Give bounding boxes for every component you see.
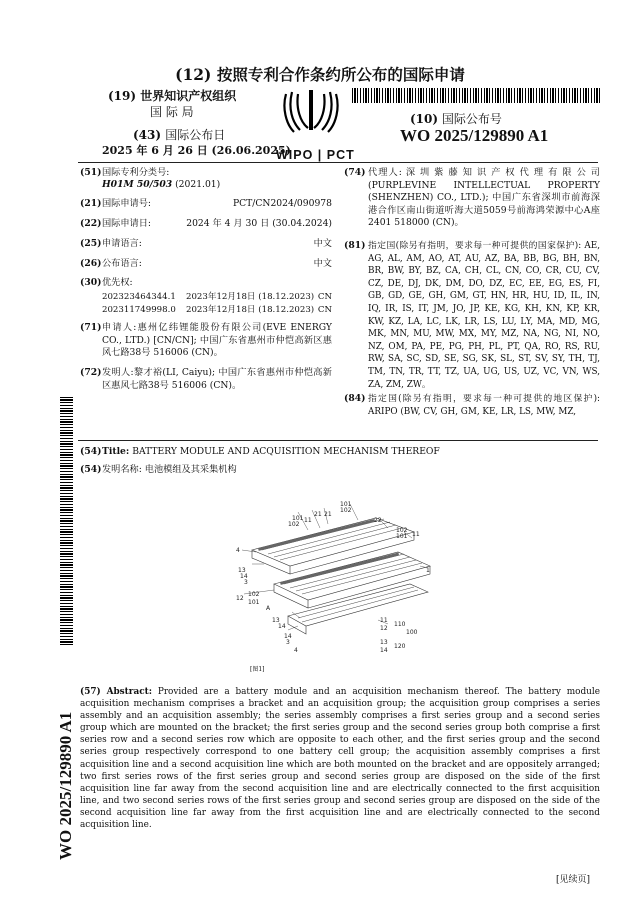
pubdate-label: (43) 国际公布日 (133, 128, 226, 142)
divider-top (78, 162, 598, 163)
svg-text:13: 13 (380, 639, 388, 646)
continued-note: [见续页] (556, 875, 591, 885)
publication-language-field: (26)公布语言: 中文 (80, 258, 332, 269)
priority-row: 202311749998.0 2023年12月18日 (18.12.2023) CN (102, 305, 332, 315)
applicant-field: (71) 申请人:惠州亿纬锂能股份有限公司(EVE ENERGY CO., LTD.) [CN/CN]; 中国广东省惠州市仲恺高新区惠风七路38号 516006 (CN)。 (80, 322, 332, 359)
barcode (352, 88, 600, 103)
svg-text:21: 21 (314, 511, 322, 518)
filing-language-field: (25)申请语言: 中文 (80, 238, 332, 249)
title-chinese: (54)发明名称: 电池模组及其采集机构 (80, 464, 237, 475)
svg-text:13: 13 (272, 617, 280, 624)
svg-text:12: 12 (380, 625, 388, 632)
inventor-field: (72) 发明人:黎才裕(LI, Caiyu); 中国广东省惠州市仲恺高新区惠风七路38号 516006 (CN)。 (80, 367, 332, 391)
pubno-label: (10) 国际公布号 (410, 112, 502, 126)
svg-text:4: 4 (294, 647, 298, 654)
svg-text:21: 21 (324, 511, 332, 518)
svg-text:101: 101 (292, 515, 304, 522)
abstract: (57) Abstract: Provided are a battery module and an acquisition mechanism thereof. The battery module acquisition mechanism comprises a bracket and an acquisition group; the acquisition group comprises a series assembly and an acquisition assembly; the series assembly comprises a first series group and a second series group which are mounted on the bracket; the first series group and the second series group both comprise a first series row and a second series row which are opposite to each other, and the first series group and the second series group respectively correspond to one battery cell group; the acquisition assembly comprises a first acquisition line and a second acquisition line which are both mounted on the bracket and are oppositely arranged; two first series rows of the first series group and second series group are disposed on the side of the first acquisition line far away from the second acquisition line and are electrically connected to the first acquisition line, and two second series rows of the first series group and second series group are disposed on the side of the second acquisition line far away from the first acquisition line and are electrically connected to the second acquisition line. (80, 687, 600, 831)
appdate-field: (22)国际申请日: 2024 年 4 月 30 日 (30.04.2024) (80, 218, 332, 229)
appno-field: (21)国际申请号: PCT/CN2024/090978 (80, 198, 332, 209)
side-barcode (60, 395, 73, 645)
svg-text:101: 101 (340, 501, 352, 508)
svg-text:102: 102 (340, 507, 352, 514)
pubdate-value: 2025 年 6 月 26 日 (26.06.2025) (102, 144, 291, 157)
org-name: (19) 世界知识产权组织 (108, 89, 237, 103)
title-english: (54)Title: BATTERY MODULE AND ACQUISITION MECHANISM THEREOF (80, 446, 440, 457)
regional-states-field: (84) 指定国(除另有指明，要求每一种可提供的地区保护): ARIPO (BW, CV, GH, GM, KE, LR, LS, MW, MZ, (344, 393, 600, 417)
svg-text:100: 100 (406, 629, 418, 636)
svg-text:A: A (266, 605, 271, 612)
ipc-field: (51)国际专利分类号: (80, 167, 170, 178)
svg-text:4: 4 (236, 547, 240, 554)
designated-states-field: (81) 指定国(除另有指明，要求每一种可提供的国家保护): AE, AG, AL, AM, AO, AT, AU, AZ, BA, BB, BG, BH, BN, BR, BW, BY, BZ, CA, CH, CL, CN, CO, CR, CU, CV, CZ, DE, DJ, DK, DM, DO, DZ, EC, EE, EG, ES, FI, GB, GD, GE, GH, GM, GT, HN, HR, HU, ID, IL, IN, IQ, IR, IS, IT, JM, JO, JP, KE, KG, KH, KN, KP, KR, KW, KZ, LA, LC, LK, LR, LS, LU, LY, MA, MD, MG, MK, MN, MU, MW, MX, MY, MZ, NA, NG, NI, NO, NZ, OM, PA, PE, PG, PH, PL, PT, QA, RO, RS, RU, RW, SA, SC, SD, SE, SG, SK, SL, ST, SV, SY, TH, TJ, TM, TN, TR, TT, TZ, UA, UG, US, UZ, VC, VN, WS, ZA, ZM, ZW。 (344, 240, 600, 390)
agent-field: (74) 代理人: 深 圳 紫 藤 知 识 产 权 代 理 有 限 公 司 (PURPLEVINE INTELLECTUAL PROPERTY (SHENZHEN) CO., LTD.); 中国广东省深圳市前海深港合作区南山街道听海大道5059号前海鸿荣源中心A座2401 518000 (CN)。 (344, 167, 600, 229)
svg-text:13: 13 (238, 567, 246, 574)
svg-text:110: 110 (394, 621, 406, 628)
svg-text:102: 102 (396, 527, 408, 534)
priority-field: (30)优先权: (80, 277, 133, 288)
svg-text:14: 14 (284, 633, 292, 640)
svg-text:12: 12 (236, 595, 244, 602)
svg-text:14: 14 (240, 573, 248, 580)
wipo-pct-text: WIPO | PCT (276, 148, 355, 162)
side-publication-number: WO 2025/129890 A1 (56, 711, 75, 860)
svg-text:11: 11 (304, 517, 312, 524)
wipo-emblem-icon (272, 88, 350, 150)
figure-caption: [图1] (250, 666, 265, 673)
battery-module-drawing-icon (228, 498, 438, 673)
svg-text:101: 101 (248, 599, 260, 606)
svg-text:11: 11 (412, 531, 420, 538)
org-bureau: 国 际 局 (150, 105, 194, 119)
svg-text:14: 14 (380, 647, 388, 654)
svg-text:11: 11 (380, 617, 388, 624)
svg-text:3: 3 (286, 639, 290, 646)
svg-text:102: 102 (248, 591, 260, 598)
priority-row: 202323464344.1 2023年12月18日 (18.12.2023) CN (102, 292, 332, 302)
divider-title (78, 440, 598, 441)
document-title: (12) 按照专利合作条约所公布的国际申请 (175, 65, 465, 84)
svg-text:101: 101 (396, 533, 408, 540)
svg-text:102: 102 (288, 521, 300, 528)
patent-figure (228, 498, 438, 673)
svg-text:14: 14 (278, 623, 286, 630)
ipc-value: H01M 50/503 (2021.01) (102, 179, 221, 190)
wipo-logo (272, 88, 350, 150)
svg-text:22: 22 (374, 517, 382, 524)
publication-number: WO 2025/129890 A1 (400, 126, 549, 145)
svg-text:1: 1 (426, 567, 430, 574)
svg-text:3: 3 (244, 579, 248, 586)
svg-text:120: 120 (394, 643, 406, 650)
